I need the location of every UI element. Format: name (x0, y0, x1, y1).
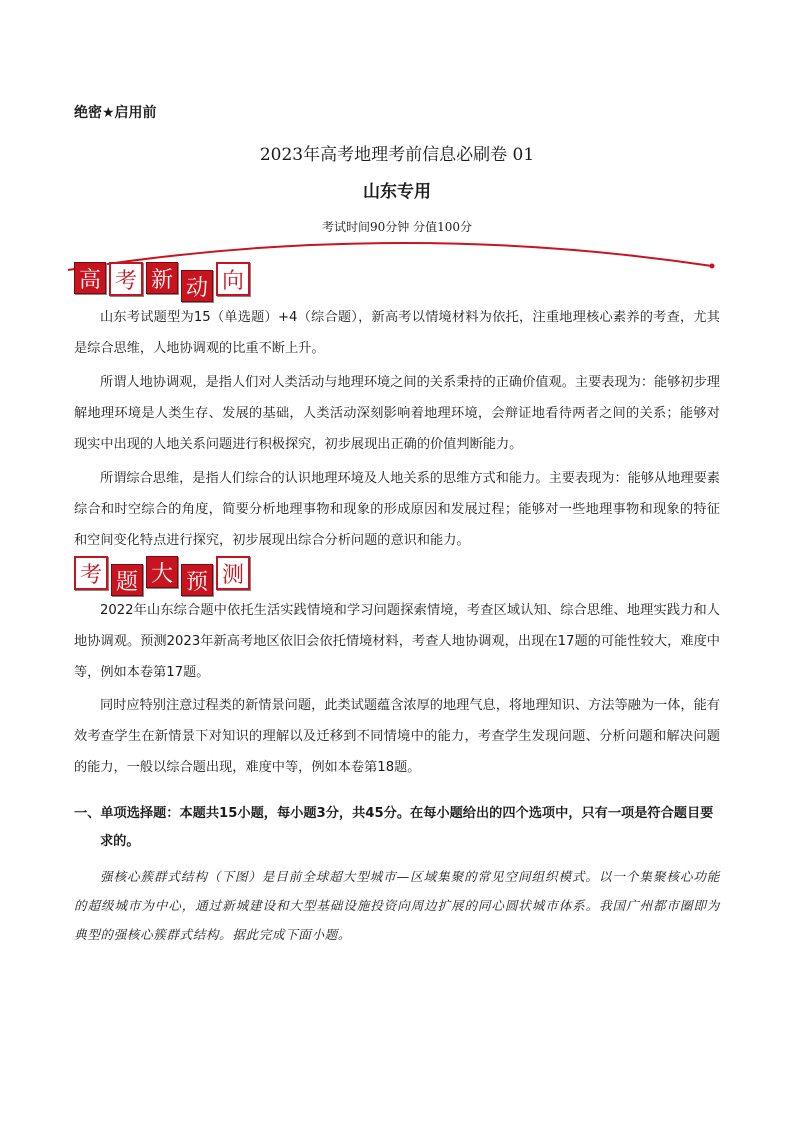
confidential-label: 绝密★启用前 (74, 105, 157, 121)
paragraph-human-earth: 所谓人地协调观，是指人们对人类活动与地理环境之间的关系秉持的正确价值观。主要表现为：能够初步理解地理环境是人类生存、发展的基础，人类活动深刻影响着地理环境，会辩证地看待两者之间的关系；能够对现实中出现的人地关系问题进行积极探究，初步展现出正确的价值判断能力。 (74, 375, 720, 452)
banner-char: 测 (216, 556, 250, 590)
paragraph-process-questions: 同时应特别注意过程类的新情景问题，此类试题蕴含浓厚的地理气息，将地理知识、方法等融为一体，能有效考查学生在新情景下对知识的理解以及迁移到不同情境中的能力，考查学生发现问题、分析问题和解决问题的能力，一般以综合题出现，难度中等，例如本卷第18题。 (74, 698, 720, 775)
paragraph-2022-analysis: 2022年山东综合题中依托生活实践情境和学习问题探索情境，考查区域认知、综合思维、地理实践力和人地协调观。预测2023年新高考地区依旧会依托情境材料，考查人地协调观，出现在17题的可能性较大，难度中等，例如本卷第17题。 (74, 603, 720, 680)
banner-char: 预 (181, 564, 213, 596)
banner-char: 高 (74, 262, 106, 294)
question-section-heading: 一、单项选择题：本题共15小题，每小题3分，共45分。在每小题给出的四个选项中，只有一项是符合题目要求的。 (74, 806, 714, 849)
banner-char: 考 (74, 556, 108, 590)
exam-time-info: 考试时间90分钟 分值100分 (322, 220, 472, 234)
banner-char: 大 (146, 556, 178, 588)
section-banner-trends (74, 262, 250, 302)
banner-char: 题 (111, 564, 143, 596)
banner-char: 动 (181, 270, 213, 302)
banner-char: 向 (216, 262, 250, 296)
question-intro: 强核心簇群式结构（下图）是目前全球超大型城市—区域集聚的常见空间组织模式。以一个集聚核心功能的超级城市为中心，通过新城建设和大型基础设施投资向周边扩展的同心圆状城市体系。我国广州都市圈即为典型的强核心簇群式结构。据此完成下面小题。 (74, 869, 720, 942)
paragraph-question-types: 山东考试题型为15（单选题）+4（综合题），新高考以情境材料为依托，注重地理核心素养的考查，尤其是综合思维，人地协调观的比重不断上升。 (74, 310, 720, 356)
exam-subtitle: 山东专用 (363, 182, 431, 202)
paragraph-comprehensive-thinking: 所谓综合思维，是指人们综合的认识地理环境及人地关系的思维方式和能力。主要表现为：能够从地理要素综合和时空综合的角度，简要分析地理事物和现象的形成原因和发展过程；能够对一些地理事物和现象的特征和空间变化特点进行探究，初步展现出综合分析问题的意识和能力。 (74, 471, 720, 548)
section-banner-predictions (74, 556, 250, 596)
banner-char: 考 (109, 262, 143, 296)
banner-char: 新 (146, 262, 178, 294)
exam-title: 2023年高考地理考前信息必刷卷 01 (259, 145, 535, 165)
